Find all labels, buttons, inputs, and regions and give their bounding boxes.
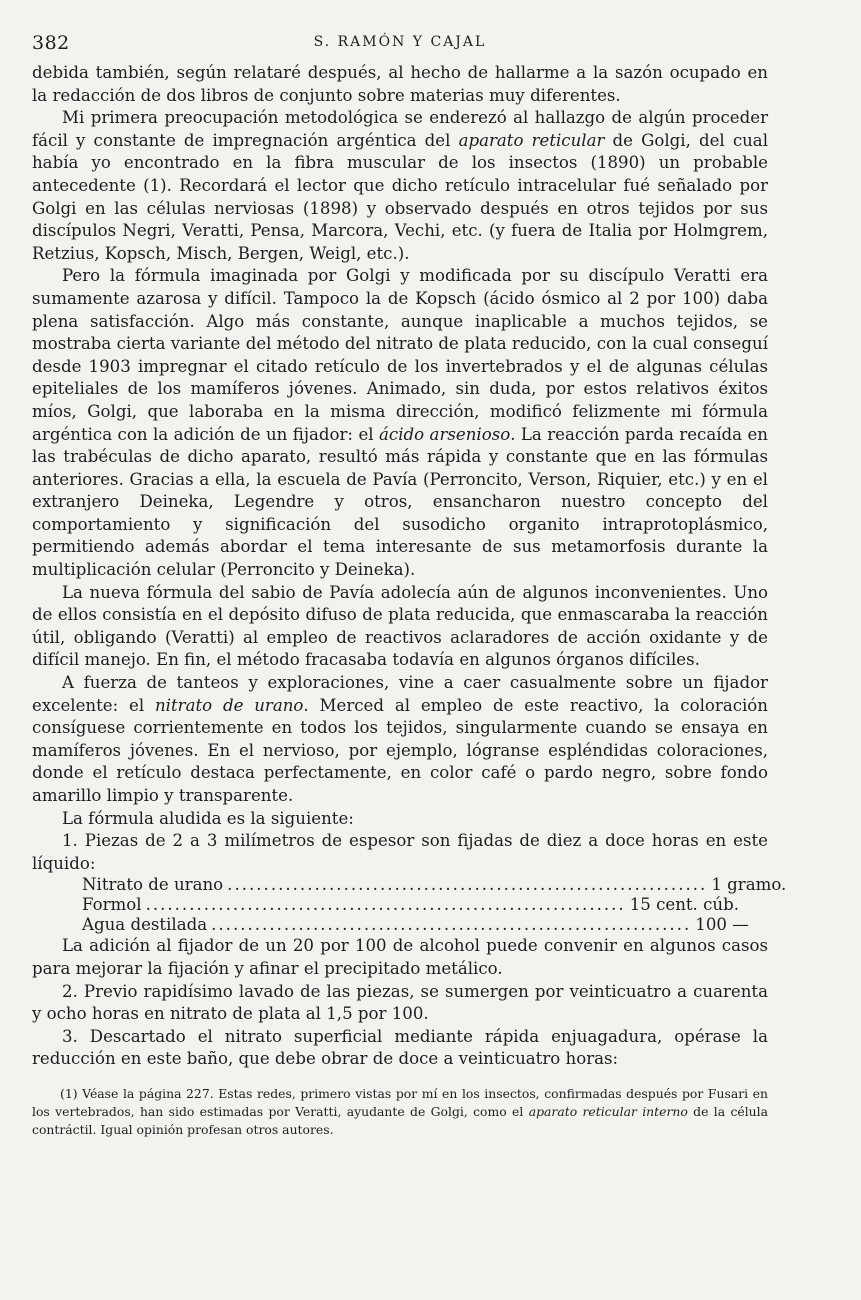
italic-term: aparato reticular interno [528,1103,688,1119]
leader-dots: .................................................................. [211,915,692,935]
italic-term: nitrato de urano [154,695,304,715]
step-1: 1. Piezas de 2 a 3 milímetros de espesor son fijadas de diez a doce horas en este líquido: [32,831,768,873]
text-run: A fuerza de tanteos y exploraciones, vine a caer casualmente sobre un fijador excelente: el [32,673,768,715]
fixative-note: La adición al fijador de un 20 por 100 de alcohol puede convenir en algunos casos para mejorar la fijación y afinar el precipitado metálico. [32,936,768,978]
footnote-text [32,1085,768,1139]
text-run: de Golgi, del cual había yo encontrado en la fibra muscular de los insectos (1890) un probable antecedente (1). Recordará el lector que dicho retículo intracelular fué señalado por Golgi en las células nerviosas (1898) y observado después en otros tejidos por sus discípulos Negri, Veratti, Pensa, Marcora, Vechi, etc. (y fuera de Italia por Holmgrem, Retzius, Kopsch, Misch, Bergen, Weigl, etc.). [32,130,769,263]
recipe-ingredient: Nitrato de urano [82,875,224,895]
page-header [32,28,768,62]
text-run: La fórmula aludida es la siguiente: [62,808,354,828]
body-text [32,62,787,1071]
procedure-steps [32,830,787,1071]
text-run: Pero la fórmula imaginada por Golgi y modificada por su discípulo Veratti era sumamente azarosa y difícil. Tampoco la de Kopsch (ácido ósmico al 2 por 100) daba plena satisfacción. Algo más constante, aunque inaplicable a muchos tejidos, se mostraba cierta variante del método del nitrato de plata reducido, con la cual conseguí desde 1903 impregnar el citado retículo de los invertebrados y el de algunas células epiteliales de los mamíferos jóvenes. Animado, sin duda, por estos relativos éxitos míos, Golgi, que laboraba en la misma dirección, modificó felizmente mi fórmula argéntica con la adición de un fijador: el [32,266,768,444]
leader-dots: .................................................................. [227,875,708,895]
recipe-row [82,915,749,935]
recipe-ingredient: Formol [82,895,142,915]
paragraph [32,582,768,672]
recipe-ingredient: Agua destilada [82,915,208,935]
page-number: 382 [32,32,70,54]
paragraph [32,265,768,581]
footnote [32,1085,768,1139]
recipe-amount: 1 gramo. [711,875,787,895]
recipe-amount: 15 cent. cúb. [629,895,739,915]
text-run: debida también, según relataré después, al hecho de hallarme a la sazón ocupado en la redacción de dos libros de conjunto sobre materias muy diferentes. [32,63,768,105]
text-run: (1) Véase la página 227. Estas redes, primero vistas por mí en los insectos, confirmadas después por Fusari en los vertebrados, han sido estimadas por Veratti, ayudante de Golgi, como el [32,1085,768,1119]
paragraph [32,62,768,107]
text-run: Mi primera preocupación metodológica se enderezó al hallazgo de algún proceder fácil y constante de impregnación argéntica del [32,108,768,150]
paragraph [32,808,768,831]
recipe-table [82,875,787,935]
recipe-row [82,895,739,915]
recipe-amount: 100 — [695,915,749,935]
paragraph [32,107,768,265]
text-run: La nueva fórmula del sabio de Pavía adolecía aún de algunos inconvenientes. Uno de ellos consistía en el depósito difuso de plata reducida, que enmascaraba la reacción útil, obligando (Veratti) al empleo de reactivos aclaradores de acción oxidante y de difícil manejo. En fin, el método fracasaba todavía en algunos órganos difíciles. [32,582,768,670]
italic-term: ácido arsenioso [379,424,511,444]
text-run: de la célula contráctil. Igual opinión profesan otros autores. [32,1103,769,1137]
text-run: . La reacción parda recaída en las trabéculas de dicho aparato, resultó más rápida y constante que en las fórmulas anteriores. Gracias a ella, la escuela de Pavía (Perroncito, Verson, Riquier, etc.) y en el extranjero Deineka, Legendre y otros, ensancharon nuestro concepto del comportamiento y significación del susodicho organito intraprotoplásmico, permitiendo además abordar el tema interesante de sus metamorfosis durante la multiplicación celular (Perroncito y Deineka). [32,424,768,580]
recipe-row [82,875,787,895]
italic-term: aparato reticular [458,130,605,150]
running-head: S. RAMÓN Y CAJAL [313,34,487,50]
step-2: 2. Previo rapidísimo lavado de las piezas, se sumergen por veinticuatro a cuarenta y ocho horas en nitrato de plata al 1,5 por 100. [32,981,768,1024]
step-3: 3. Descartado el nitrato superficial mediante rápida enjuagadura, opérase la reducción en este baño, que debe obrar de doce a veinticuatro horas: [32,1026,768,1069]
leader-dots: .................................................................. [145,895,626,915]
text-run: . Merced al empleo de este reactivo, la coloración consíguese corrientemente en todos los tejidos, singularmente cuando se ensaya en mamíferos jóvenes. En el nervioso, por ejemplo, lógranse espléndidas coloraciones, donde el retículo destaca perfectamente, en color café o pardo negro, sobre fondo amarillo limpio y transparente. [32,695,768,805]
paragraph [32,672,768,808]
